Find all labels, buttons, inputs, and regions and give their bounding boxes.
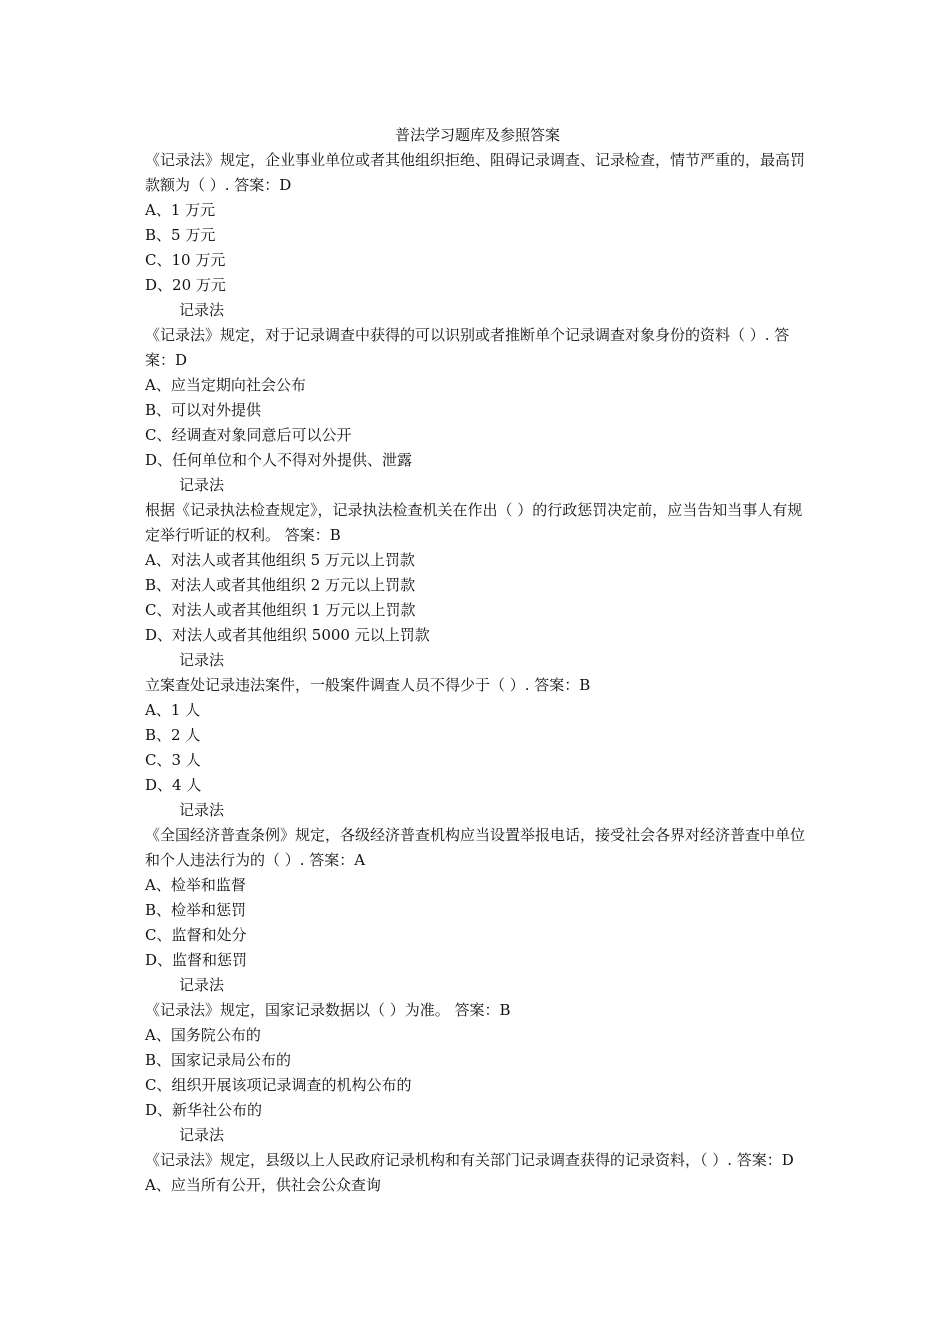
question-text: 立案查处记录违法案件，一般案件调查人员不得少于（ ）. 答案：B	[145, 676, 591, 694]
question-item	[145, 323, 810, 498]
option-d: D、新华社公布的	[145, 1101, 263, 1119]
question-category: 记录法	[179, 801, 225, 819]
option-c: C、监督和处分	[145, 926, 247, 944]
option-d: D、20 万元	[145, 276, 226, 294]
option-a: A、1 人	[145, 701, 201, 719]
option-a: A、检举和监督	[145, 876, 246, 894]
question-category: 记录法	[179, 976, 225, 994]
option-d: D、对法人或者其他组织 5000 元以上罚款	[145, 626, 430, 644]
option-a: A、1 万元	[145, 201, 216, 219]
option-c: C、3 人	[145, 751, 201, 769]
question-text: 《全国经济普查条例》规定，各级经济普查机构应当设置举报电话，接受社会各界对经济普查中单位和个人违法行为的（ ）. 答案：A	[145, 826, 806, 869]
option-c: C、10 万元	[145, 251, 226, 269]
option-d: D、监督和惩罚	[145, 951, 248, 969]
question-category: 记录法	[179, 651, 225, 669]
option-b: B、国家记录局公布的	[145, 1051, 292, 1069]
question-text: 《记录法》规定，国家记录数据以（ ）为准。 答案：B	[145, 1001, 511, 1019]
question-item	[145, 1148, 810, 1198]
option-a: A、对法人或者其他组织 5 万元以上罚款	[145, 551, 415, 569]
question-item	[145, 998, 810, 1148]
question-text: 根据《记录执法检查规定》，记录执法检查机关在作出（ ）的行政惩罚决定前，应当告知当事人有规定举行听证的权利。 答案：B	[145, 501, 803, 544]
question-item	[145, 148, 810, 323]
question-category: 记录法	[179, 476, 225, 494]
option-c: C、组织开展该项记录调查的机构公布的	[145, 1076, 412, 1094]
option-a: A、国务院公布的	[145, 1026, 261, 1044]
question-text: 《记录法》规定，对于记录调查中获得的可以识别或者推断单个记录调查对象身份的资料（ ）. 答案：D	[145, 326, 790, 369]
option-b: B、5 万元	[145, 226, 216, 244]
question-category: 记录法	[179, 1126, 225, 1144]
option-b: B、对法人或者其他组织 2 万元以上罚款	[145, 576, 416, 594]
question-category: 记录法	[179, 301, 225, 319]
option-d: D、任何单位和个人不得对外提供、泄露	[145, 451, 413, 469]
option-d: D、4 人	[145, 776, 202, 794]
option-c: C、经调查对象同意后可以公开	[145, 426, 352, 444]
question-text: 《记录法》规定，县级以上人民政府记录机构和有关部门记录调查获得的记录资料，（ ）. 答案：D	[145, 1151, 794, 1169]
question-item	[145, 823, 810, 998]
option-a: A、应当所有公开，供社会公众查询	[145, 1176, 381, 1194]
option-c: C、对法人或者其他组织 1 万元以上罚款	[145, 601, 416, 619]
option-b: B、可以对外提供	[145, 401, 262, 419]
option-a: A、应当定期向社会公布	[145, 376, 306, 394]
document-title: 普法学习题库及参照答案	[394, 126, 560, 144]
option-b: B、2 人	[145, 726, 201, 744]
question-item	[145, 673, 810, 823]
option-b: B、检举和惩罚	[145, 901, 247, 919]
question-item	[145, 498, 810, 673]
question-text: 《记录法》规定，企业事业单位或者其他组织拒绝、阻碍记录调查、记录检查，情节严重的，最高罚款额为（ ）. 答案：D	[145, 151, 806, 194]
